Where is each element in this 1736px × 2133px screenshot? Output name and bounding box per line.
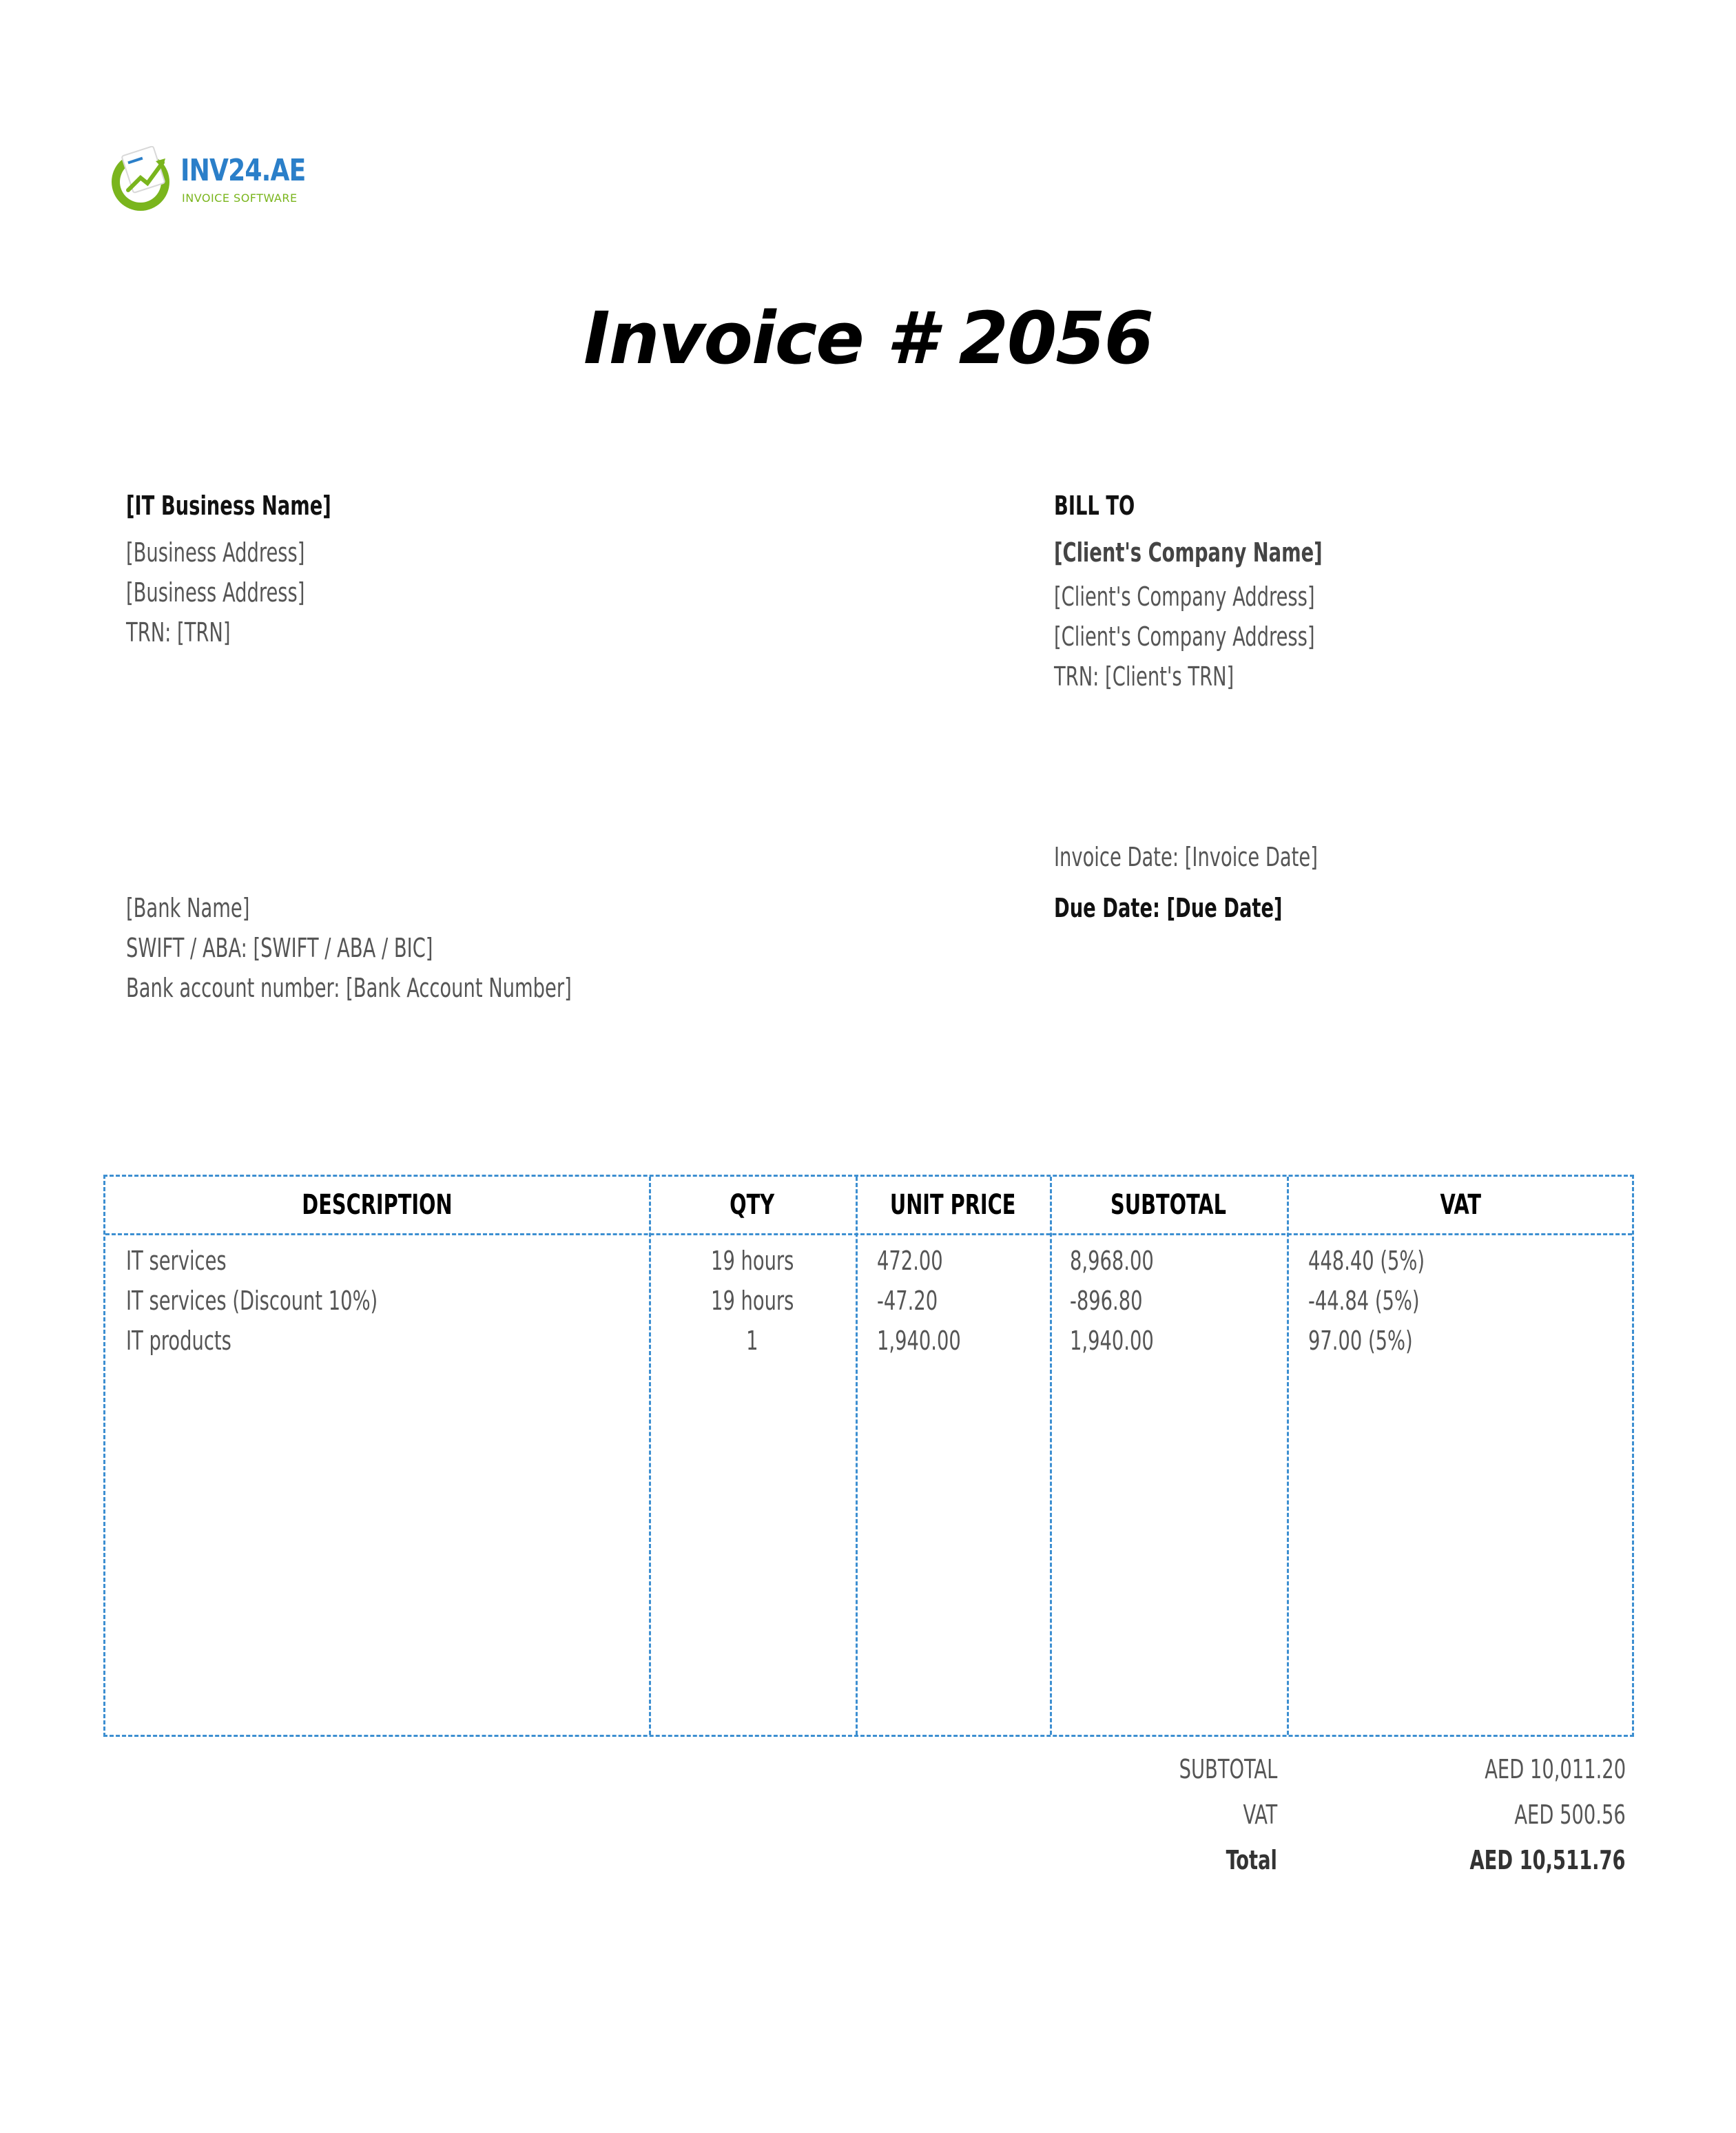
items-table bbox=[103, 1175, 1634, 1737]
column-divider bbox=[1287, 1177, 1289, 1735]
table-row-3-description: IT products bbox=[126, 1326, 231, 1356]
logo-tagline: INVOICE SOFTWARE bbox=[182, 192, 298, 205]
header-divider bbox=[105, 1233, 1632, 1235]
vat-label: VAT bbox=[1243, 1800, 1277, 1830]
business-address-2: [Business Address] bbox=[126, 577, 305, 608]
column-divider bbox=[1050, 1177, 1052, 1735]
column-divider bbox=[856, 1177, 858, 1735]
bank-name: [Bank Name] bbox=[126, 893, 250, 923]
logo-mark-icon bbox=[107, 146, 176, 215]
subtotal-value: AED 10,011.20 bbox=[1485, 1754, 1626, 1784]
bank-swift: SWIFT / ABA: [SWIFT / ABA / BIC] bbox=[126, 933, 433, 963]
table-row-2-unit-price: -47.20 bbox=[877, 1286, 938, 1316]
total-value: AED 10,511.76 bbox=[1469, 1845, 1626, 1875]
table-row-1-vat: 448.40 (5%) bbox=[1308, 1246, 1425, 1276]
due-date: Due Date: [Due Date] bbox=[1054, 893, 1283, 923]
header-unit-price: UNIT PRICE bbox=[889, 1189, 1016, 1221]
client-company-name: [Client's Company Name] bbox=[1054, 537, 1323, 568]
invoice-title: Invoice # 2056 bbox=[583, 296, 1153, 380]
header-description: DESCRIPTION bbox=[302, 1189, 453, 1221]
table-row-3-qty: 1 bbox=[746, 1326, 758, 1356]
header-vat: VAT bbox=[1440, 1189, 1481, 1221]
table-row-2-vat: -44.84 (5%) bbox=[1308, 1286, 1420, 1316]
business-address-1: [Business Address] bbox=[126, 537, 305, 568]
subtotal-label: SUBTOTAL bbox=[1179, 1754, 1277, 1784]
header-subtotal: SUBTOTAL bbox=[1110, 1189, 1226, 1221]
logo-brand-text: INV24.AE bbox=[180, 153, 306, 188]
bill-to-heading: BILL TO bbox=[1054, 491, 1135, 521]
table-row-3-subtotal: 1,940.00 bbox=[1070, 1326, 1154, 1356]
vat-value: AED 500.56 bbox=[1514, 1800, 1626, 1830]
header-qty: QTY bbox=[730, 1189, 775, 1221]
table-row-2-subtotal: -896.80 bbox=[1070, 1286, 1143, 1316]
invoice-date: Invoice Date: [Invoice Date] bbox=[1054, 842, 1318, 872]
client-address-1: [Client's Company Address] bbox=[1054, 581, 1315, 612]
client-trn: TRN: [Client's TRN] bbox=[1054, 661, 1234, 692]
table-row-1-unit-price: 472.00 bbox=[877, 1246, 943, 1276]
table-row-2-qty: 19 hours bbox=[710, 1286, 794, 1316]
bank-account-number: Bank account number: [Bank Account Number] bbox=[126, 973, 572, 1003]
business-trn: TRN: [TRN] bbox=[126, 617, 231, 648]
business-name: [IT Business Name] bbox=[126, 491, 331, 521]
table-row-1-qty: 19 hours bbox=[710, 1246, 794, 1276]
company-logo bbox=[107, 146, 314, 215]
table-row-2-description: IT services (Discount 10%) bbox=[126, 1286, 378, 1316]
table-row-1-description: IT services bbox=[126, 1246, 227, 1276]
table-row-3-unit-price: 1,940.00 bbox=[877, 1326, 961, 1356]
table-row-3-vat: 97.00 (5%) bbox=[1308, 1326, 1413, 1356]
total-label: Total bbox=[1226, 1845, 1277, 1875]
client-address-2: [Client's Company Address] bbox=[1054, 621, 1315, 652]
table-row-1-subtotal: 8,968.00 bbox=[1070, 1246, 1154, 1276]
